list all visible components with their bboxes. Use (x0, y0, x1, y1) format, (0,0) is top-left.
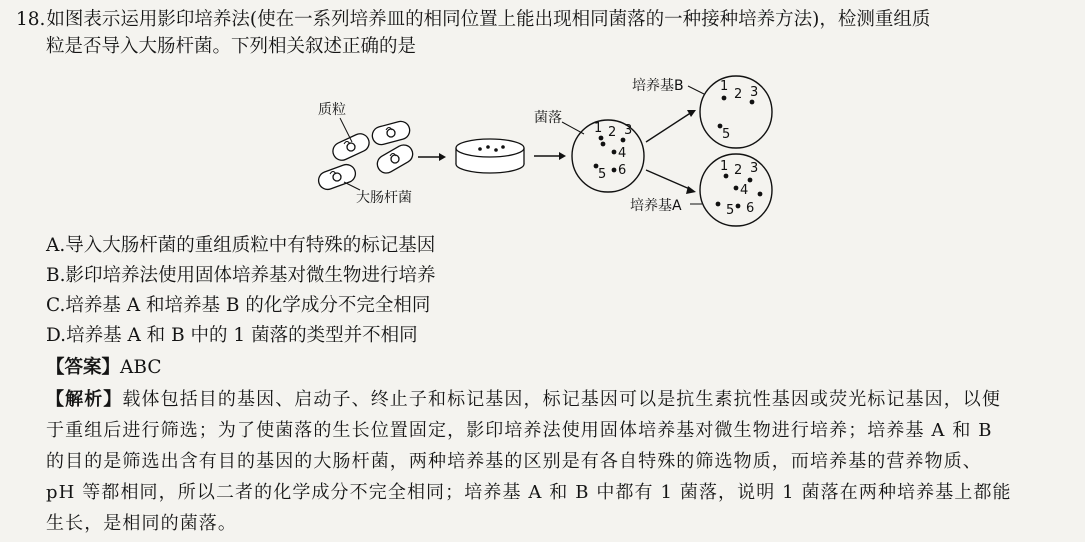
answer-value: ABC (120, 357, 162, 378)
plate-b-colonies (718, 79, 759, 142)
plasmid-pointer (340, 118, 352, 142)
plate-a-colonies (716, 159, 763, 218)
colony-number: 5 (598, 167, 607, 182)
colony-number: 3 (750, 85, 759, 100)
colony-number: 2 (608, 125, 617, 140)
colony-number: 6 (618, 163, 627, 178)
medium-a-label: 培养基A (630, 198, 682, 214)
option-letter: D. (46, 325, 67, 346)
ecoli-cell (316, 162, 358, 192)
analysis-line: pH 等都相同，所以二者的化学成分不完全相同；培养基 A 和 B 中都有 1 菌落，说明 1 菌落在两种培养基上都能 (46, 482, 1012, 503)
option-text: 影印培养法使用固体培养基对微生物进行培养 (65, 265, 436, 286)
ecoli-cell (330, 131, 372, 163)
colony-number: 2 (734, 163, 743, 178)
option-b (46, 261, 436, 291)
option-text: 培养基 A 和 B 中的 1 菌落的类型并不相同 (66, 325, 418, 346)
colony-number: 6 (746, 201, 755, 216)
colony-label: 菌落 (534, 110, 562, 126)
answer-label: 【答案】 (46, 357, 121, 378)
colony-number: 1 (594, 121, 603, 136)
analysis-text: 载体包括目的基因、启动子、终止子和标记基因，标记基因可以是抗生素抗性基因或荧光标记基因，以便 (122, 389, 1002, 410)
ecoli-cells-illustration (316, 119, 416, 192)
ecoli-label: 大肠杆菌 (356, 190, 412, 206)
answer-line (46, 353, 161, 383)
colony-number: 5 (726, 203, 735, 218)
colony-number: 1 (720, 159, 729, 174)
ecoli-cell (374, 142, 416, 177)
colony-number: 3 (624, 123, 633, 138)
colony-number: 2 (734, 87, 743, 102)
option-letter: B. (46, 265, 66, 286)
arrow-to-plate-b (646, 110, 696, 142)
option-text: 导入大肠杆菌的重组质粒中有特殊的标记基因 (65, 235, 436, 256)
arrow-to-master-plate (534, 152, 566, 160)
answer-options (46, 231, 436, 351)
colony-number: 4 (618, 146, 627, 161)
option-letter: A. (46, 235, 66, 256)
analysis-line: 生长，是相同的菌落。 (46, 513, 237, 534)
master-plate-colonies (594, 121, 633, 182)
option-d (46, 321, 436, 351)
option-text: 培养基 A 和培养基 B 的化学成分不完全相同 (65, 295, 431, 316)
plasmid-label: 质粒 (318, 102, 346, 118)
question-stem-line1: 如图表示运用影印培养法(使在一系列培养皿的相同位置上能出现相同菌落的一种接种培养方法)，检测重组质 (46, 9, 931, 30)
analysis-block (46, 384, 1056, 539)
option-a (46, 231, 436, 261)
analysis-line: 于重组后进行筛选；为了使菌落的生长位置固定，影印培养法使用固体培养基对微生物进行培养；培养基 A 和 B (46, 420, 993, 441)
question-block (16, 6, 1076, 60)
analysis-label: 【解析】 (46, 389, 123, 410)
question-number: 18. (16, 9, 46, 30)
colony-number: 1 (720, 79, 729, 94)
colony-number: 3 (750, 161, 759, 176)
analysis-line: 的目的是筛选出含有目的基因的大肠杆菌，两种培养基的区别是有各自特殊的筛选物质，而培养基的营养物质、 (46, 451, 982, 472)
question-stem-line2: 粒是否导入大肠杆菌。下列相关叙述正确的是 (46, 36, 417, 57)
ecoli-cell (370, 119, 411, 146)
colony-number: 5 (722, 127, 731, 142)
question-stem (16, 6, 1076, 60)
arrow-to-plate-a (646, 170, 696, 194)
option-c (46, 291, 436, 321)
medium-b-label: 培养基B (632, 78, 684, 94)
replica-plating-diagram (300, 72, 800, 232)
colony-number: 4 (740, 183, 749, 198)
medium-b-pointer (688, 86, 704, 94)
arrow-to-petri-dish (418, 153, 446, 161)
option-letter: C. (46, 295, 66, 316)
petri-dish-icon (456, 139, 524, 173)
analysis-line (46, 384, 1056, 415)
ecoli-pointer (344, 182, 360, 190)
